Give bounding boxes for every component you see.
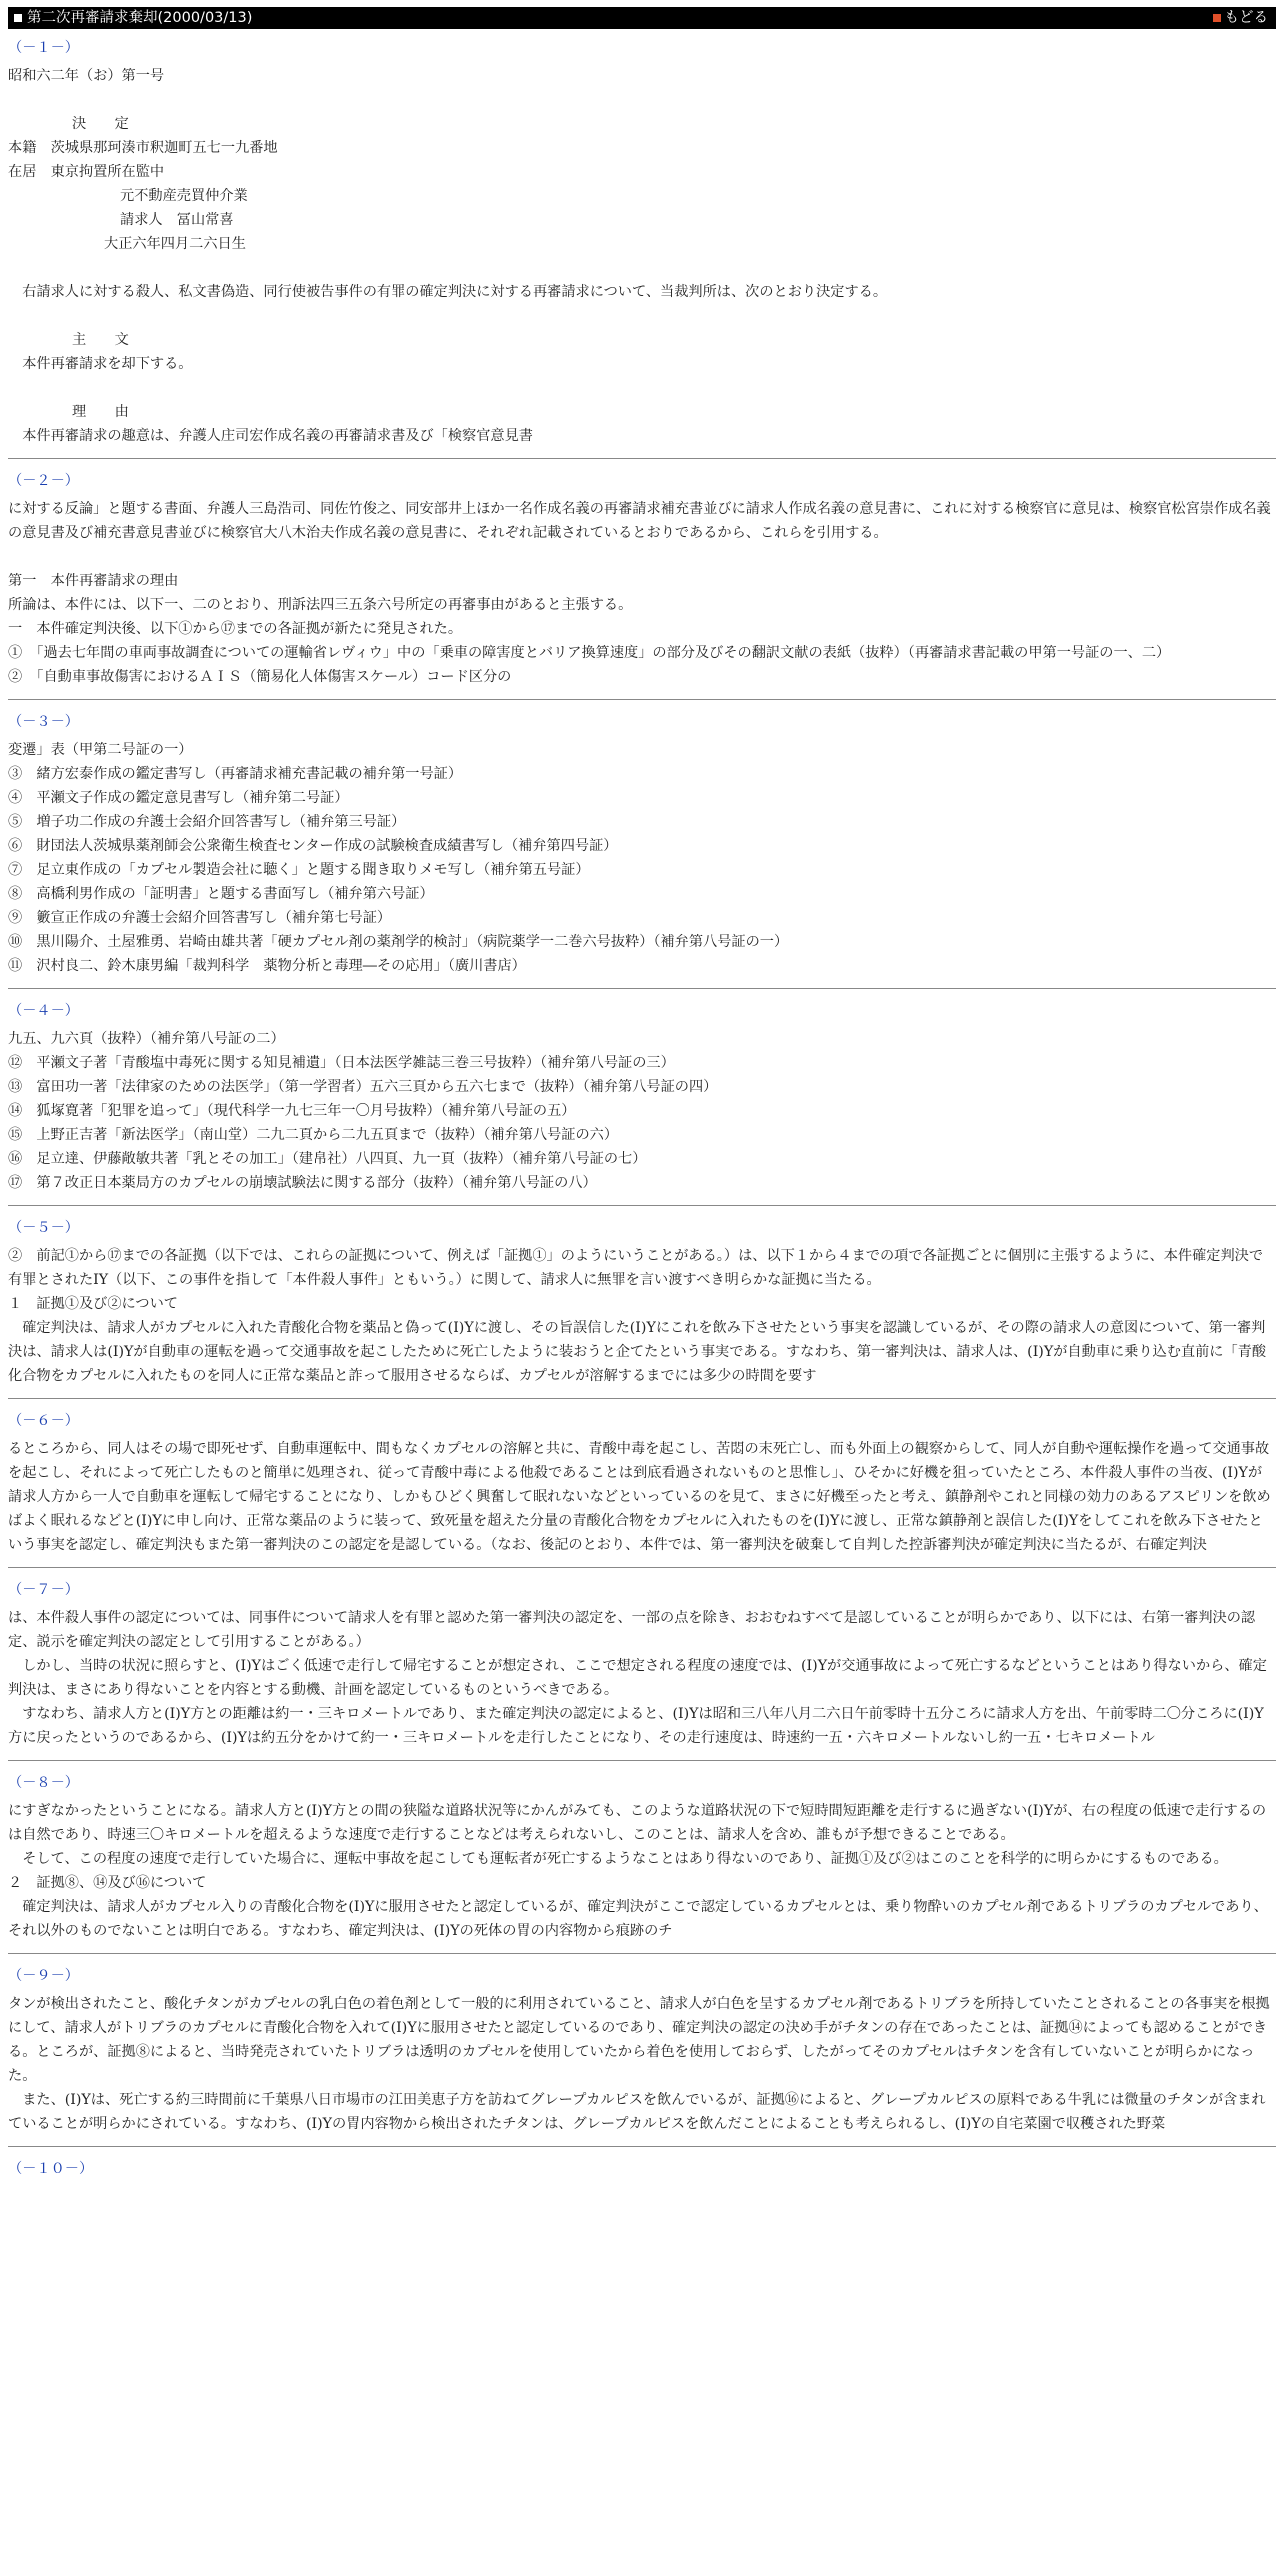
text-line: タンが検出されたこと、酸化チタンがカプセルの乳白色の着色剤として一般的に利用されていること、請求人が白色を呈するカプセル剤であるトリブラを所持していたことされることの各事実を根拠にして、請求人がトリブラのカプセルに青酸化合物を入れて(I)Yに服用させたと認定しているのであり、確定判決の認定の決め手がチタンの存在であったことは、証拠⑭によっても認めることができる。ところが、証拠⑧によると、当時発売されていたトリブラは透明のカプセルを使用していたから着色を使用しておらず、したがってそのカプセルはチタンを含有していないことが明らかになった。: [8, 1996, 1270, 2084]
text-line: 確定判決は、請求人がカプセル入りの青酸化合物を(I)Yに服用させたと認定しているが、確定判決がここで認定しているカプセルとは、乗り物酔いのカプセル剤であるトリブラのカプセルであり、それ以外のものでないことは明白である。すなわち、確定判決は、(I)Yの死体の胃の内容物から痕跡のチ: [8, 1899, 1268, 1939]
title-group: [12, 6, 252, 30]
page-divider: [8, 458, 1276, 459]
text-line: ① 「過去七年間の車両事故調査についての運輸省レヴィウ」中の「乗車の障害度とバリア換算速度」の部分及びその翻訳文献の表紙（抜粋）（再審請求書記載の甲第一号証の一、二）: [8, 645, 1171, 661]
document-title: 第二次再審請求棄却(2000/03/13): [27, 10, 253, 26]
text-line: に対する反論」と題する書面、弁護人三島浩司、同佐竹俊之、同安部井上ほか一名作成名義の再審請求補充書並びに請求人作成名義の意見書に、これに対する検察官に意見は、検察官松宮崇作成名義の意見書及び補充書意見書並びに検察官大八木治夫作成名義の意見書に、それぞれ記載されているとおりであるから、これらを引用する。: [8, 501, 1271, 541]
page-divider: [8, 1760, 1276, 1761]
text-line: ④ 平瀬文子作成の鑑定意見書写し（補弁第二号証）: [8, 790, 349, 806]
page-section: [8, 1964, 1276, 2147]
text-line: また、(I)Yは、死亡する約三時間前に千葉県八日市場市の江田美恵子方を訪ねてグレープカルピスを飲んでいるが、証拠⑯によると、グレープカルピスの原料である牛乳には微量のチタンが含まれていることが明らかにされている。すなわち、(I)Yの胃内容物から検出されたチタンは、グレープカルピスを飲んだことによることも考えられるし、(I)Yの自宅菜園で収穫された野菜: [8, 2092, 1266, 2132]
text-line: 本件再審請求の趣意は、弁護人庄司宏作成名義の再審請求書及び「検察官意見書: [22, 428, 533, 444]
blank-line: [8, 256, 1276, 280]
text-line: 理 由: [72, 404, 129, 420]
text-line: ⑦ 足立東作成の「カプセル製造会社に聴く」と題する聞き取りメモ写し（補弁第五号証）: [8, 862, 590, 878]
title-bar: [8, 7, 1276, 29]
page-section: [8, 2157, 1276, 2181]
text-line: 主 文: [72, 332, 129, 348]
page-number: （－４－）: [8, 1003, 79, 1019]
page-number: （－３－）: [8, 714, 79, 730]
text-line: 一 本件確定判決後、以下①から⑰までの各証拠が新たに発見された。: [8, 621, 463, 637]
text-line: 確定判決は、請求人がカプセルに入れた青酸化合物を薬品と偽って(I)Yに渡し、その旨誤信した(I)Yにこれを飲み下させたという事実を認識しているが、その際の請求人の意図について、第一審判決は、請求人は(I)Yが自動車の運転を過って交通事故を起こしたために死亡したように装おうと企てたという事実である。すなわち、第一審判決は、請求人は、(I)Yが自動車に乗り込む直前に「青酸化合物をカプセルに入れたものを同人に正常な薬品と詐って服用させるならば、カプセルが溶解するまでには多少の時間を要す: [8, 1320, 1267, 1384]
text-line: ２ 証拠⑧、⑭及び⑯について: [8, 1875, 207, 1891]
text-line: ② 前記①から⑰までの各証拠（以下では、これらの証拠について、例えば「証拠①」のようにいうことがある。）は、以下１から４までの項で各証拠ごとに個別に主張するように、本件確定判決で有罪とされたIY（以下、この事件を指して「本件殺人事件」ともいう。）に関して、請求人に無罪を言い渡すべき明らかな証拠に当たる。: [8, 1248, 1264, 1288]
blank-line: [8, 88, 1276, 112]
text-line: にすぎなかったということになる。請求人方と(I)Y方との間の狭隘な道路状況等にかんがみても、このような道路状況の下で短時間短距離を走行するに過ぎない(I)Yが、右の程度の低速で走行するのは自然であり、時速三〇キロメートルを超えるような速度で走行することなどは考えられないし、このことは、請求人を含め、誰もが予想できることである。: [8, 1803, 1267, 1843]
text-line: ⑰ 第７改正日本薬局方のカプセルの崩壊試験法に関する部分（抜粋）（補弁第八号証の八）: [8, 1175, 597, 1191]
text-line: ⑩ 黒川陽介、土屋雅勇、岩崎由雄共著「硬カプセル剤の薬剤学的検討」（病院薬学一二巻六号抜粋）（補弁第八号証の一）: [8, 934, 789, 950]
page-number: （－７－）: [8, 1582, 79, 1598]
back-link[interactable]: もどる: [1224, 10, 1268, 26]
page-divider: [8, 1398, 1276, 1399]
text-line: ⑧ 高橋利男作成の「証明書」と題する書面写し（補弁第六号証）: [8, 886, 434, 902]
text-line: 大正六年四月二六日生: [104, 236, 246, 252]
page-section: [8, 710, 1276, 989]
page-section: [8, 1771, 1276, 1954]
text-line: そして、この程度の速度で走行していた場合に、運転中事故を起こしても運転者が死亡するようなことはあり得ないのであり、証拠①及び②はこのことを科学的に明らかにするものである。: [22, 1851, 1228, 1867]
text-line: ⑬ 富田功一著「法律家のための法医学」（第一学習者）五六三頁から五六七まで（抜粋）（補弁第八号証の四）: [8, 1079, 718, 1095]
text-line: 所論は、本件には、以下一、二のとおり、刑訴法四三五条六号所定の再審事由があると主張する。: [8, 597, 633, 613]
text-line: 本件再審請求を却下する。: [22, 356, 193, 372]
text-line: ② 「自動車事故傷害におけるＡＩＳ（簡易化人体傷害スケール）コード区分の: [8, 669, 512, 685]
text-line: すなわち、請求人方と(I)Y方との距離は約一・三キロメートルであり、また確定判決の認定によると、(I)Yは昭和三八年八月二六日午前零時十五分ころに請求人方を出、午前零時二〇分ころに(I)Y方に戻ったというのであるから、(I)Yは約五分をかけて約一・三キロメートルを走行したことになり、その走行速度は、時速約一五・六キロメートルないし約一五・七キロメートル: [8, 1706, 1264, 1746]
page-divider: [8, 1567, 1276, 1568]
text-line: 右請求人に対する殺人、私文書偽造、同行使被告事件の有罪の確定判決に対する再審請求について、当裁判所は、次のとおり決定する。: [22, 284, 888, 300]
blank-line: [8, 304, 1276, 328]
text-line: ⑨ 籔宣正作成の弁護士会紹介回答書写し（補弁第七号証）: [8, 910, 392, 926]
page-section: [8, 999, 1276, 1206]
text-line: １ 証拠①及び②について: [8, 1296, 178, 1312]
text-line: ⑥ 財団法人茨城県薬剤師会公衆衛生検査センター作成の試験検査成績書写し（補弁第四号証）: [8, 838, 618, 854]
text-line: 請求人 冨山常喜: [120, 212, 234, 228]
text-line: ⑮ 上野正吉著「新法医学」（南山堂）二九二頁から二九五頁まで（抜粋）（補弁第八号証の六）: [8, 1127, 619, 1143]
page-number: （－６－）: [8, 1413, 79, 1429]
text-line: 昭和六二年（お）第一号: [8, 68, 165, 84]
text-line: ⑤ 増子功二作成の弁護士会紹介回答書写し（補弁第三号証）: [8, 814, 406, 830]
page-section: [8, 36, 1276, 459]
page-divider: [8, 1953, 1276, 1954]
text-line: は、本件殺人事件の認定については、同事件について請求人を有罪と認めた第一審判決の認定を、一部の点を除き、おおむねすべて是認していることが明らかであり、以下には、右第一審判決の認定、説示を確定判決の認定として引用することがある。）: [8, 1610, 1256, 1650]
text-line: ⑪ 沢村良二、鈴木康男編「裁判科学 薬物分析と毒理―その応用」（廣川書店）: [8, 958, 526, 974]
page-number: （－９－）: [8, 1968, 79, 1984]
text-line: 在居 東京拘置所在監中: [8, 164, 165, 180]
blank-line: [8, 545, 1276, 569]
square-bullet-icon: [14, 14, 22, 22]
back-square-icon: [1213, 14, 1221, 22]
text-line: ③ 緒方宏泰作成の鑑定書写し（再審請求補充書記載の補弁第一号証）: [8, 766, 463, 782]
text-line: 元不動産売買仲介業: [120, 188, 248, 204]
page-divider: [8, 2146, 1276, 2147]
page-divider: [8, 699, 1276, 700]
page-divider: [8, 1205, 1276, 1206]
document-body: [0, 36, 1284, 2181]
text-line: 第一 本件再審請求の理由: [8, 573, 179, 589]
page-number: （－１０－）: [8, 2161, 94, 2177]
text-line: しかし、当時の状況に照らすと、(I)Yはごく低速で走行して帰宅することが想定され、ここで想定される程度の速度では、(I)Yが交通事故によって死亡するなどということはあり得ないから、確定判決は、まさにあり得ないことを内容とする動機、計画を認定しているものというべきである。: [8, 1658, 1267, 1698]
text-line: 決 定: [72, 116, 129, 132]
page-section: [8, 1409, 1276, 1568]
text-line: ⑫ 平瀬文子著「青酸塩中毒死に関する知見補遺」（日本法医学雑誌三巻三号抜粋）（補弁第八号証の三）: [8, 1055, 675, 1071]
text-line: るところから、同人はその場で即死せず、自動車運転中、間もなくカプセルの溶解と共に、青酸中毒を起こし、苦悶の末死亡し、而も外面上の観察からして、同人が自動や運転操作を過って交通事故を起こし、それによって死亡したものと簡単に処理され、従って青酸中毒による他殺であることは到底看過されないものと思惟し」、ひそかに好機を狙っていたところ、本件殺人事件の当夜、(I)Yが請求人方から一人で自動車を運転して帰宅することになり、しかもひどく興奮して眠れないなどといっているのを見て、まさに好機至ったと考え、鎮静剤やこれと同様の効力のあるアスピリンを飲めばよく眠れるなどと(I)Yに申し向け、正常な薬品のように装って、致死量を超えた分量の青酸化合物をカプセルに入れたものを(I)Yに渡し、正常な鎮静剤と誤信した(I)Yをしてこれを飲み下させたという事実を認定し、確定判決もまた第一審判決のこの認定を是認している。（なお、後記のとおり、本件では、第一審判決を破棄して自判した控訴審判決が確定判決に当たるが、右確定判決: [8, 1441, 1271, 1553]
text-line: ⑯ 足立達、伊藤敞敏共著「乳とその加工」（建帛社）八四頁、九一頁（抜粋）（補弁第八号証の七）: [8, 1151, 647, 1167]
text-line: 九五、九六頁（抜粋）（補弁第八号証の二）: [8, 1031, 285, 1047]
text-line: 本籍 茨城県那珂湊市釈迦町五七一九番地: [8, 140, 278, 156]
page-number: （－５－）: [8, 1220, 79, 1236]
text-line: ⑭ 狐塚寛著「犯罪を追って」（現代科学一九七三年一〇月号抜粋）（補弁第八号証の五）: [8, 1103, 576, 1119]
page-divider: [8, 988, 1276, 989]
text-line: 変遷」表（甲第二号証の一）: [8, 742, 193, 758]
page-section: [8, 1216, 1276, 1399]
back-group[interactable]: [1213, 6, 1269, 30]
page-section: [8, 469, 1276, 700]
page-number: （－１－）: [8, 40, 79, 56]
page-number: （－２－）: [8, 473, 79, 489]
page-number: （－８－）: [8, 1775, 79, 1791]
page-section: [8, 1578, 1276, 1761]
blank-line: [8, 376, 1276, 400]
